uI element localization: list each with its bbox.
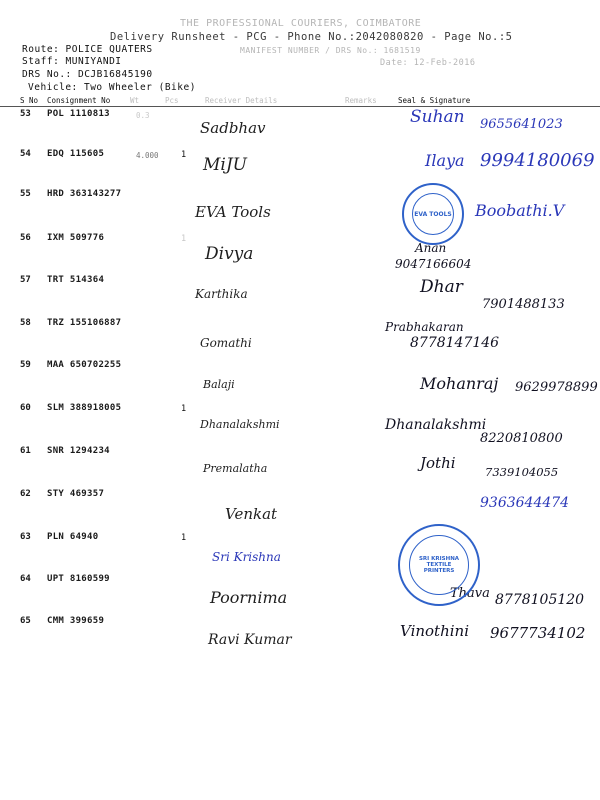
col-sno: S No [20, 96, 39, 105]
col-pcs: Pcs [165, 96, 179, 105]
drs-label: DRS No.: DCJB16845190 [22, 69, 153, 80]
phone-handwriting: 7901488133 [482, 297, 565, 312]
signature-handwriting: Boobathi.V [475, 201, 565, 220]
row-sno: 60 [20, 403, 31, 413]
table-row [0, 446, 600, 486]
row-sno: 54 [20, 149, 31, 159]
row-sno: 56 [20, 233, 31, 243]
receiver-handwriting: Sri Krishna [212, 550, 281, 564]
row-sno: 63 [20, 532, 31, 542]
row-consignment: SLM 388918005 [47, 403, 122, 413]
manifest-ref: MANIFEST NUMBER / DRS No.: 1681519 [240, 46, 421, 55]
receiver-handwriting: Gomathi [200, 336, 252, 350]
row-weight: 4.000 [136, 151, 159, 160]
table-row [0, 532, 600, 572]
row-pcs: 1 [181, 234, 187, 244]
seal-text: EVA TOOLS [412, 193, 454, 235]
row-sno: 58 [20, 318, 31, 328]
col-remarks: Remarks [345, 96, 377, 105]
receiver-handwriting: Poornima [210, 588, 288, 607]
row-consignment: PLN 64940 [47, 532, 99, 542]
table-row [0, 109, 600, 149]
company-seal-stamp [402, 183, 464, 245]
receiver-handwriting: MiJU [203, 155, 247, 175]
staff-label: Staff: MUNIYANDI [22, 56, 122, 67]
col-receiver: Receiver Details [205, 96, 278, 105]
row-sno: 57 [20, 275, 31, 285]
phone-handwriting: 9363644474 [480, 495, 570, 511]
table-row [0, 318, 600, 358]
row-sno: 62 [20, 489, 31, 499]
receiver-handwriting: Sadbhav [200, 119, 266, 137]
col-seal-signature: Seal & Signature [398, 96, 471, 105]
row-pcs: 1 [181, 404, 187, 414]
receiver-handwriting: Balaji [203, 378, 235, 391]
row-sno: 59 [20, 360, 31, 370]
receiver-handwriting: Venkat [225, 505, 278, 523]
row-consignment: CMM 399659 [47, 616, 105, 626]
signature-handwriting: Mohanraj [420, 374, 499, 393]
row-pcs: 1 [181, 150, 187, 160]
row-consignment: TRZ 155106887 [47, 318, 122, 328]
receiver-handwriting: Premalatha [203, 462, 268, 475]
table-row [0, 574, 600, 614]
col-weight: Wt [130, 96, 140, 105]
table-row [0, 189, 600, 229]
row-sno: 61 [20, 446, 31, 456]
table-row [0, 275, 600, 315]
phone-handwriting: 8220810800 [480, 431, 563, 446]
phone-handwriting: 9629978899 [515, 380, 598, 395]
phone-handwriting: 8778105120 [495, 592, 585, 608]
phone-handwriting: 9677734102 [490, 624, 586, 642]
table-row [0, 489, 600, 529]
company-line: THE PROFESSIONAL COURIERS, COIMBATORE [180, 18, 422, 29]
row-weight: 0.3 [136, 111, 150, 120]
row-consignment: MAA 650702255 [47, 360, 122, 370]
row-consignment: TRT 514364 [47, 275, 105, 285]
receiver-handwriting: EVA Tools [195, 203, 271, 221]
date-ref: Date: 12-Feb-2016 [380, 58, 476, 68]
signature-handwriting: Dhar [420, 277, 463, 297]
row-consignment: EDQ 115605 [47, 149, 105, 159]
table-row [0, 403, 600, 446]
signature-handwriting: Ilaya [425, 151, 465, 170]
row-consignment: STY 469357 [47, 489, 105, 499]
signature-handwriting: Thava [450, 586, 490, 601]
row-sno: 65 [20, 616, 31, 626]
table-row [0, 233, 600, 273]
phone-handwriting: 7339104055 [485, 465, 559, 479]
signature-handwriting: Vinothini [400, 622, 470, 640]
row-consignment: IXM 509776 [47, 233, 105, 243]
signature-handwriting: Anan [415, 241, 447, 255]
row-sno: 64 [20, 574, 31, 584]
phone-handwriting: 8778147146 [410, 335, 500, 351]
row-consignment: UPT 8160599 [47, 574, 110, 584]
seal-text: SRI KRISHNA TEXTILE PRINTERS [409, 535, 469, 595]
phone-handwriting: 9655641023 [480, 117, 563, 132]
table-row [0, 149, 600, 189]
phone-handwriting: 9047166604 [395, 257, 472, 271]
signature-handwriting: Dhanalakshmi [385, 417, 487, 433]
col-consignment: Consignment No [47, 96, 111, 105]
row-sno: 55 [20, 189, 31, 199]
receiver-handwriting: Divya [205, 244, 254, 264]
route-label: Route: POLICE QUATERS [22, 44, 153, 55]
signature-handwriting: Suhan [410, 107, 465, 127]
vehicle-label: Vehicle: Two Wheeler (Bike) [28, 82, 196, 93]
receiver-handwriting: Karthika [195, 287, 248, 301]
receiver-handwriting: Dhanalakshmi [200, 418, 280, 431]
runsheet-line: Delivery Runsheet - PCG - Phone No.:2042080820 - Page No.:5 [110, 31, 513, 43]
row-pcs: 1 [181, 533, 187, 543]
signature-handwriting: Jothi [420, 454, 456, 472]
signature-handwriting: Prabhakaran [385, 320, 464, 334]
row-consignment: SNR 1294234 [47, 446, 110, 456]
textile-seal-stamp [398, 524, 480, 606]
row-consignment: HRD 363143277 [47, 189, 122, 199]
table-row [0, 360, 600, 400]
table-row [0, 616, 600, 656]
phone-handwriting: 9994180069 [480, 150, 595, 171]
header-rule [0, 106, 600, 107]
receiver-handwriting: Ravi Kumar [208, 632, 292, 648]
row-sno: 53 [20, 109, 31, 119]
row-consignment: POL 1110813 [47, 109, 110, 119]
